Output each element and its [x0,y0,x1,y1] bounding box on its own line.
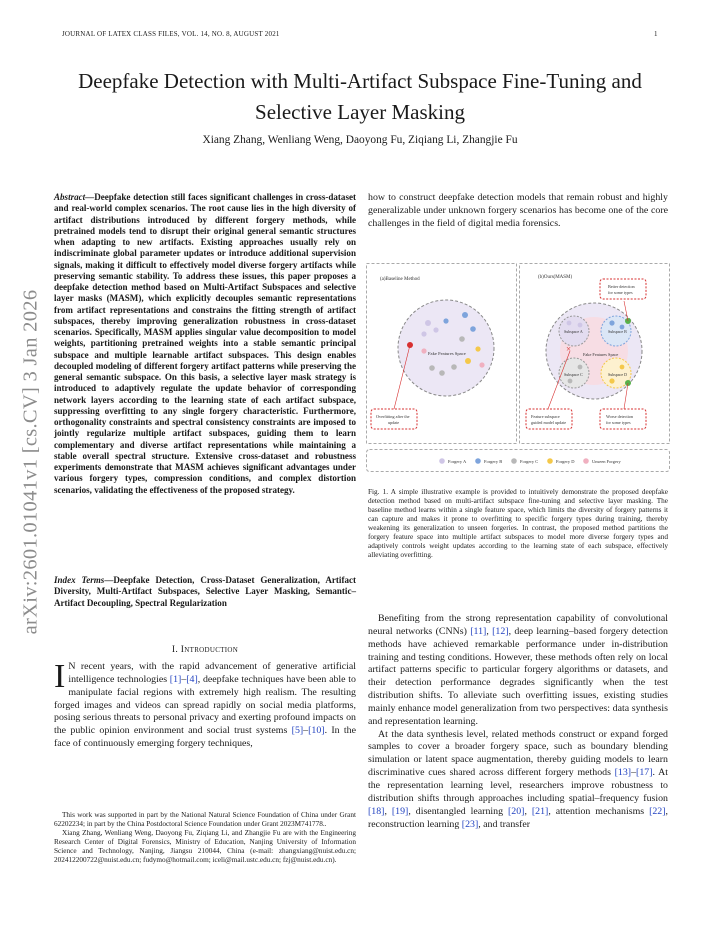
citation-link[interactable]: [1] [169,673,182,685]
paragraph-data-synthesis: At the data synthesis level, related methods construct or expand forged samples to cover a broader forgery space, such as boundary blending simulation or latent space augmentation, thereby guiding models to learn discriminative cues shared across different forgery methods [13]–[17]. At the representation learning level, researchers improve robustness to distribution shifts through approaches including spatial–frequency fusion [18], [19], disentangled learning [20], [21], attention mechanisms [22], reconstruction learning [23], and transfer [368,728,668,830]
running-header: JOURNAL OF LATEX CLASS FILES, VOL. 14, NO. 8, AUGUST 2021 [62,30,280,38]
note-worse-box [600,409,646,429]
svg-text:Forgery D: Forgery D [556,459,575,464]
figure-1 [366,263,670,481]
abstract [54,192,356,496]
citation-link[interactable]: [18] [368,805,385,817]
red-x-icon: × [566,344,572,354]
figure-caption-text: A simple illustrative example is provided to intuitively demonstrate the proposed deepfake detection method based on multi-artifact subspace fine-tuning and selective layer masking. The baseline method learns within a single feature space, which limits the diversity of forgery patterns it can capture and makes it prone to overfitting to specific forgery types during training, thereby weakening its generalization to unseen forgeries. In contrast, the proposed method partitions the forgery feature space into multiple artifact subspaces to model more diverse forgery types and adaptively controls weight updates according to the learning state of each subspace, effectively alleviating overfitting. [368,488,669,559]
right-column-body [368,613,668,831]
introduction-paragraph: I N recent years, with the rapid advancement of generative artificial intelligence technologies [1]–[4], deepfake techniques have been able to manipulate facial regions with extremely high realism. The resulting forged images and videos can spread rapidly on social media platforms, posing serious threats to personal privacy and exerting profound impacts on the public opinion environment and social trust systems [5]–[10]. In the face of continuously emerging forgery techniques, [54,658,356,750]
note-overfit-box [371,409,417,429]
fake-space-label-b: Fake Features Space [583,352,619,357]
citation-link[interactable]: [23] [461,818,479,830]
citation-link[interactable]: [20] [507,805,525,817]
dropcap: I [54,658,66,695]
svg-text:Forgery C: Forgery C [520,459,539,464]
abstract-label: Abstract [54,192,86,202]
svg-text:update: update [388,420,400,425]
paper-authors: Xiang Zhang, Wenliang Weng, Daoyong Fu, Ziqiang Li, Zhangjie Fu [202,134,518,146]
paragraph-cnn: Benefiting from the strong representation capability of convolutional neural networks (CNNs) [11], [12], deep learning–based forgery detection methods have achieved remarkable performance under in-distribution training and testing conditions. However, these methods often rely on local artifact patterns specific to particular forgery algorithms or datasets, and their detection performance degrades significantly when the test distribution shifts. To alleviate such overfitting issues, existing studies mainly enhance model generalization from two perspectives: data synthesis and representation learning. [368,613,668,727]
section-heading-introduction: I. Introduction [171,644,239,655]
note-better-box [600,279,646,299]
abstract-text: —Deepfake detection still faces significant challenges in cross-dataset and real-world complex scenarios. The root cause lies in the high diversity of artifact distributions introduced by different forgery methods, while pretrained models tend to disrupt their original general semantic structures when adapting to new artifacts. Existing approaches usually rely on indiscriminate global parameter updates or introduce additional supervision signals, making it difficult to effectively model diverse forgery artifacts while preserving semantic stability. To address these issues, this paper proposes a deepfake detection method based on Multi-Artifact Subspaces and selective layer masks (MASM), which explicitly decouples semantic representations from artifact representations and constrains the fitting strength of artifact subspaces, thereby improving generalization robustness in cross-dataset scenarios. Specifically, MASM applies singular value decomposition to model weights, partitioning pretrained weights into a stable semantic principal subspace and multiple learnable artifact subspaces. This design enables decoupled modeling of different forgery artifact patterns while preserving the general semantic subspace. On this basis, a selective layer mask strategy is introduced to adaptively regulate the update behavior of corresponding network layers according to the learning state of each artifact subspace, suppressing overfitting to any single forgery characteristic. Furthermore, orthogonality constraints and spectral consistency constraints are imposed to jointly regularize multiple artifact subspaces, guiding them to learn complementary and diverse artifact representations while maintaining a stable overall spectral structure. Extensive cross-dataset and robustness experiments demonstrate that MASM achieves significant advantages under various forgery types, compression conditions, and complex distortion scenarios, validating the effectiveness of the proposed strategy. [54,192,356,495]
footnote [54,811,356,865]
svg-text:Better detection: Better detection [608,284,635,289]
panel-b-label: (b)Ours(MASM) [538,275,573,280]
legend [439,458,621,464]
citation-link[interactable]: [12] [492,625,509,637]
svg-text:Overfitting after the: Overfitting after the [376,414,410,419]
figure-caption [368,488,668,560]
footnote-affiliation: Xiang Zhang, Wenliang Weng, Daoyong Fu, Ziqiang Li, and Zhangjie Fu are with the Engineering Research Center of Digital Forensics, Ministry of Education, Nanjing University of Information Science and Technology, Nanjing, Jiangsu 210044, China (e-mail: zhangxiang@nuist.edu.cn; 202412200722@nuist.edu.cn; fudymo@hotmail.com; iceli@mail.ustc.edu.cn; fzj@nuist.edu.cn). [54,828,356,864]
svg-text:Subspace A: Subspace A [564,329,583,334]
svg-text:Subspace C: Subspace C [564,372,583,377]
svg-text:Subspace D: Subspace D [608,372,627,377]
footnote-funding: This work was supported in part by the National Natural Science Foundation of China under Grant 62202234; in part by the China Postdoctoral Science Foundation under Grant 2023M741778.. [54,811,356,828]
citation-link[interactable]: [10] [308,725,325,737]
svg-text:Unseen Forgery: Unseen Forgery [592,459,621,464]
page-number: 1 [654,30,658,38]
svg-text:guided model update: guided model update [531,420,567,425]
citation-link[interactable]: [5] [291,725,304,737]
index-terms-text: —Deepfake Detection, Cross-Dataset Generalization, Artifact Diversity, Multi-Artifact Subspaces, Selective Layer Masking, Semantic–Artifact Decoupling, Spectral Regularization [54,575,357,608]
citation-link[interactable]: [11] [470,625,487,637]
figure-caption-label: Fig. 1. [368,488,389,496]
right-column-paragraph: how to construct deepfake detection models that remain robust and highly generalizable under unknown forgery scenarios has become one of the core challenges in the field of digital media forensics. [368,192,668,229]
note-guided-box [526,409,572,429]
svg-text:Feature subspace: Feature subspace [531,414,560,419]
citation-link[interactable]: [17] [636,767,653,779]
figure-1-diagram [366,263,670,481]
citation-link[interactable]: [19] [391,805,409,817]
paper-title: Deepfake Detection with Multi-Artifact Subspace Fine-Tuning and Selective Layer Masking [78,69,642,124]
svg-text:Worse detection: Worse detection [606,414,633,419]
svg-text:for some types: for some types [606,420,631,425]
citation-link[interactable]: [22] [649,805,666,817]
citation-link[interactable]: [13] [614,767,632,779]
citation-link[interactable]: [4] [186,673,198,685]
citation-link[interactable]: [21] [531,805,549,817]
index-terms-label: Index Terms [54,575,105,585]
legend-frame [367,450,670,472]
panel-a-label: (a)Baseline Method [380,277,420,282]
svg-text:Subspace B: Subspace B [608,329,627,334]
svg-text:for some types: for some types [608,290,633,295]
index-terms [54,575,356,609]
svg-text:Forgery A: Forgery A [448,459,467,464]
fake-space-label-a: Fake Features Space [428,351,466,356]
svg-text:Forgery B: Forgery B [484,459,503,464]
arxiv-stamp: arXiv:2601.01041v1 [cs.CV] 3 Jan 2026 [19,289,42,635]
